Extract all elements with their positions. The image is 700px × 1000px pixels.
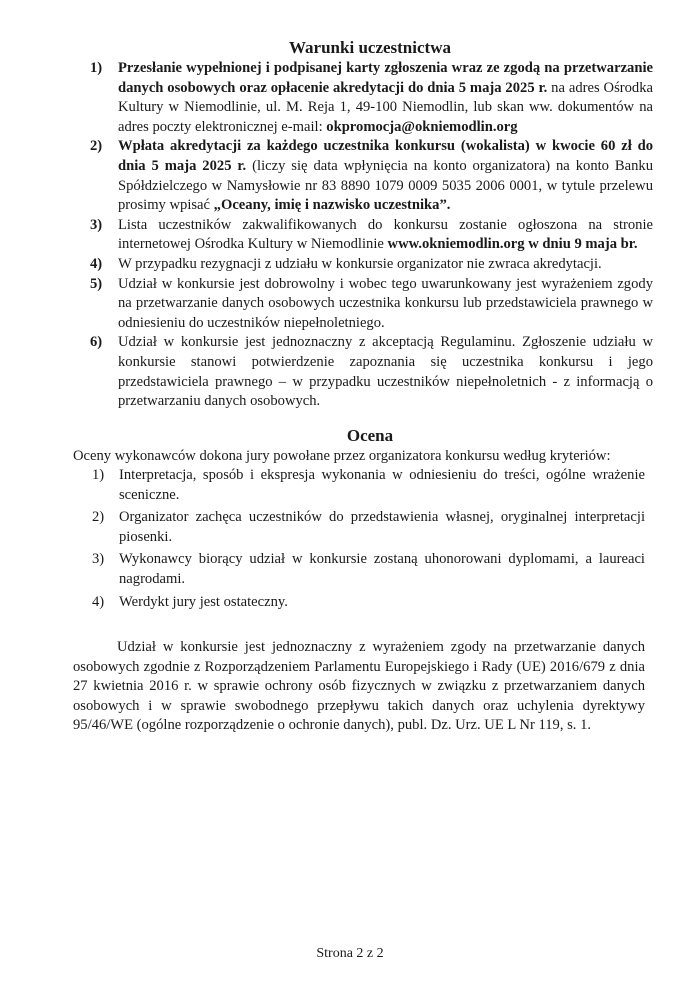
- condition-text: na adres Ośrodka Kultury w Niemodlinie, ul. M. Reja 1, 49-100 Niemodlin, lub skan ww. dokumentów na adres poczty elektronicznej e-mail:: [118, 79, 653, 135]
- condition-text: (liczy się data wpłynięcia na konto organizatora) na konto Banku Spółdzielczego w Namysłowie nr 83 8890 1079 0009 5035 2006 0001, w tytule przelewu prosimy wpisać: [118, 157, 654, 214]
- condition-item: [90, 333, 653, 411]
- condition-number: 6): [90, 334, 103, 351]
- rating-number: 2): [92, 509, 105, 526]
- condition-number: 1): [90, 60, 103, 76]
- condition-text: Udział w konkursie jest jednoznaczny z akceptacją Regulaminu. Zgłoszenie udziału w konkursie stanowi potwierdzenie zapoznania się uczestnika konkursu i jego przedstawiciela prawnego – w przypadku uczestników niepełnoletnich - z informacją o przetwarzaniu danych osobowych.: [118, 334, 653, 410]
- rating-number: 4): [92, 593, 105, 610]
- condition-text: Lista uczestników zakwalifikowanych do konkursu zostanie ogłoszona na stronie internetowej Ośrodka Kultury w Niemodlinie: [118, 216, 653, 253]
- rating-text: Interpretacja, sposób i ekspresja wykonania w odniesieniu do treści, ogólne wrażenie sceniczne.: [119, 467, 645, 503]
- condition-number: 2): [90, 138, 103, 155]
- condition-website: www.okniemodlin.org w dniu 9 maja br.: [387, 236, 638, 253]
- condition-item: [90, 137, 653, 215]
- condition-transfer-title: „Oceany, imię i nazwisko uczestnika”.: [213, 197, 451, 214]
- rating-item: [92, 508, 645, 547]
- condition-number: 5): [90, 275, 103, 292]
- condition-number: 4): [90, 255, 103, 272]
- condition-bold-text: Przesłanie wypełnionej i podpisanej karty zgłoszenia wraz ze zgodą na przetwarzanie danych osobowych oraz opłacenie akredytacji do dnia 5 maja 2025 r.: [118, 60, 653, 96]
- condition-item: [90, 275, 653, 334]
- rating-number: 1): [92, 467, 105, 483]
- condition-item: [90, 59, 653, 137]
- condition-text: Udział w konkursie jest dobrowolny i wobec tego uwarunkowany jest wyrażeniem zgody na przetwarzanie danych osobowych uczestnika konkursu lub przedstawiciela prawnego w odniesieniu do uczestników niepełnoletniego.: [118, 275, 653, 331]
- condition-text: W przypadku rezygnacji z udziału w konkursie organizator nie zwraca akredytacji.: [118, 255, 602, 272]
- rating-number: 3): [92, 551, 105, 568]
- section-title-rating: Ocena: [346, 426, 394, 445]
- rating-text: Wykonawcy biorący udział w konkursie zostaną uhonorowani dyplomami, a laureaci nagrodami.: [119, 551, 645, 587]
- rating-item: [92, 550, 645, 589]
- rating-item: [92, 593, 645, 613]
- rating-text: Organizator zachęca uczestników do przedstawienia własnej, oryginalnej interpretacji piosenki.: [119, 509, 645, 545]
- condition-email: okpromocja@okniemodlin.org: [326, 118, 518, 135]
- condition-bold-text: Wpłata akredytacji za każdego uczestnika konkursu (wokalista) w kwocie 60 zł do dnia 5 maja 2025 r.: [118, 138, 653, 174]
- section-title-conditions: Warunki uczestnictwa: [289, 38, 451, 57]
- page-number: Strona 2 z 2: [316, 946, 384, 961]
- rating-item: [92, 466, 645, 505]
- condition-number: 3): [90, 216, 103, 233]
- condition-item: [90, 255, 653, 275]
- condition-item: [90, 216, 653, 255]
- rating-text: Werdykt jury jest ostateczny.: [119, 593, 288, 610]
- rating-criteria-list: [92, 466, 645, 615]
- conditions-list: [90, 59, 653, 412]
- gdpr-consent-paragraph: Udział w konkursie jest jednoznaczny z wyrażeniem zgody na przetwarzanie danych osobowych zgodnie z Rozporządzeniem Parlamentu Europejskiego i Rady (UE) 2016/679 z dnia 27 kwietnia 2016 r. w sprawie ochrony osób fizycznych w związku z przetwarzaniem danych osobowych i w sprawie swobodnego przepływu takich danych oraz uchylenia dyrektywy 95/46/WE (ogólne rozporządzenie o ochronie danych), publ. Dz. Urz. UE L Nr 119, s. 1.: [73, 639, 645, 734]
- rating-intro: Oceny wykonawców dokona jury powołane przez organizatora konkursu według kryteriów:: [73, 448, 611, 464]
